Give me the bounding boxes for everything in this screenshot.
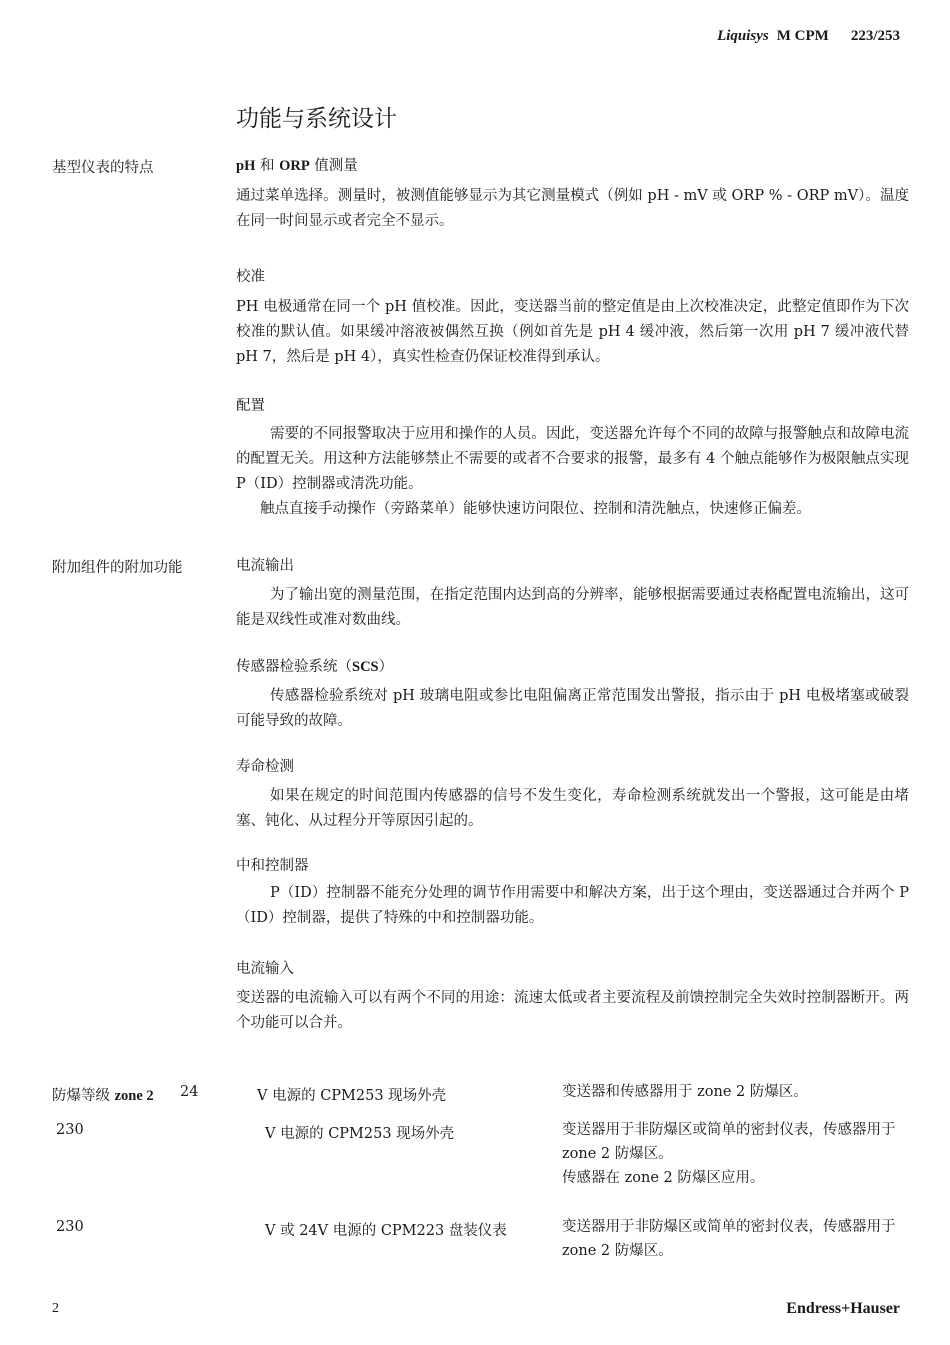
block-heading: 电流输出 xyxy=(236,558,294,574)
row1-voltage: 24 xyxy=(180,1084,199,1100)
block-heading xyxy=(236,656,909,678)
block-body: 如果在规定的时间范围内传感器的信号不发生变化，寿命检测系统就发出一个警报，这可能是由堵塞、钝化、从过程分开等原因引起的。 xyxy=(236,788,909,829)
section1-block-ph-orp xyxy=(236,155,909,234)
section2-block-lifetime xyxy=(236,756,909,834)
side-label-text: 防爆等级 xyxy=(52,1088,115,1104)
row3-note xyxy=(562,1215,912,1263)
side-label-zone: zone 2 xyxy=(114,1088,154,1104)
note-line: 变送器用于非防爆区或简单的密封仪表，传感器用于 zone 2 防爆区。 xyxy=(562,1122,896,1162)
page-number: 2 xyxy=(52,1301,59,1316)
heading-text: 传感器检验系统（ xyxy=(236,659,352,675)
block-heading: 配置 xyxy=(236,398,265,414)
section2-block-current-output xyxy=(236,555,909,633)
section1-side-label: 基型仪表的特点 xyxy=(52,160,154,176)
section2-side-label: 附加组件的附加功能 xyxy=(52,560,183,576)
row1-note xyxy=(562,1080,912,1104)
section3-side-label xyxy=(52,1084,154,1105)
block-body: 变送器的电流输入可以有两个不同的用途：流速太低或者主要流程及前馈控制完全失效时控制器断开。两个功能可以合并。 xyxy=(236,990,909,1031)
block-body: 传感器检验系统对 pH 玻璃电阻或参比电阻偏离正常范围发出警报，指示由于 pH 电极堵塞或破裂可能导致的故障。 xyxy=(236,688,909,729)
block-body: 为了输出宽的测量范围，在指定范围内达到高的分辨率，能够根据需要通过表格配置电流输出，这可能是双线性或准对数曲线。 xyxy=(236,587,909,628)
block-body: PH 电极通常在同一个 pH 值校准。因此，变送器当前的整定值是由上次校准决定，此整定值即作为下次校准的默认值。如果缓冲溶液被偶然互换（例如首先是 pH 4 缓冲液，然后第一次用 pH 7 缓冲液代替 pH 7，然后是 pH 4），真实性检查仍保证校准得到承认。 xyxy=(236,299,909,365)
section1-block-calibration xyxy=(236,266,909,370)
row2-voltage: 230 xyxy=(56,1122,84,1138)
page-header xyxy=(717,28,900,45)
heading-bold-orp: ORP xyxy=(279,158,310,174)
section1-block-configuration xyxy=(236,395,909,522)
block-body: 需要的不同报警取决于应用和操作的人员。因此，变送器允许每个不同的故障与报警触点和故障电流的配置无关。用这种方法能够禁止不需要的或者不合要求的报警，最多有 4 个触点能够作为极限触点实现 P（ID）控制器或清洗功能。 xyxy=(236,426,909,492)
block-heading: 寿命检测 xyxy=(236,759,294,775)
block-body-2: 触点直接手动操作（旁路菜单）能够快速访问限位、控制和清洗触点，快速修正偏差。 xyxy=(260,501,811,517)
block-heading: 中和控制器 xyxy=(236,858,309,874)
row2-note xyxy=(562,1118,912,1190)
page-title: 功能与系统设计 xyxy=(236,106,397,132)
block-heading xyxy=(236,155,909,177)
row1-desc: V 电源的 CPM253 现场外壳 xyxy=(257,1088,447,1104)
note-line: 变送器和传感器用于 zone 2 防爆区。 xyxy=(562,1084,808,1100)
section2-block-scs xyxy=(236,656,909,734)
block-heading: 电流输入 xyxy=(236,961,294,977)
block-body: P（ID）控制器不能充分处理的调节作用需要中和解决方案，出于这个理由，变送器通过合并两个 P（ID）控制器，提供了特殊的中和控制器功能。 xyxy=(236,885,909,926)
section2-block-neutralization xyxy=(236,855,909,931)
row2-desc: V 电源的 CPM253 现场外壳 xyxy=(265,1126,455,1142)
heading-bold-scs: SCS xyxy=(352,659,379,675)
header-brand: Liquisys xyxy=(717,28,769,44)
heading-text: 和 xyxy=(255,158,280,174)
company-name: Endress+Hauser xyxy=(786,1300,900,1317)
header-model: M CPM xyxy=(776,28,829,44)
block-heading: 校准 xyxy=(236,269,265,285)
header-page-range: 223/253 xyxy=(850,28,900,44)
note-line: 传感器在 zone 2 防爆区应用。 xyxy=(562,1170,765,1186)
note-line: 变送器用于非防爆区或简单的密封仪表，传感器用于 zone 2 防爆区。 xyxy=(562,1219,896,1259)
section2-block-current-input xyxy=(236,958,909,1036)
heading-bold-ph: pH xyxy=(236,158,256,174)
block-body: 通过菜单选择。测量时，被测值能够显示为其它测量模式（例如 pH - mV 或 ORP % - ORP mV）。温度在同一时间显示或者完全不显示。 xyxy=(236,188,909,229)
heading-text: 值测量 xyxy=(309,158,358,174)
row3-desc: V 或 24V 电源的 CPM223 盘装仪表 xyxy=(265,1223,507,1239)
row3-voltage: 230 xyxy=(56,1219,84,1235)
heading-text: ） xyxy=(378,659,394,675)
